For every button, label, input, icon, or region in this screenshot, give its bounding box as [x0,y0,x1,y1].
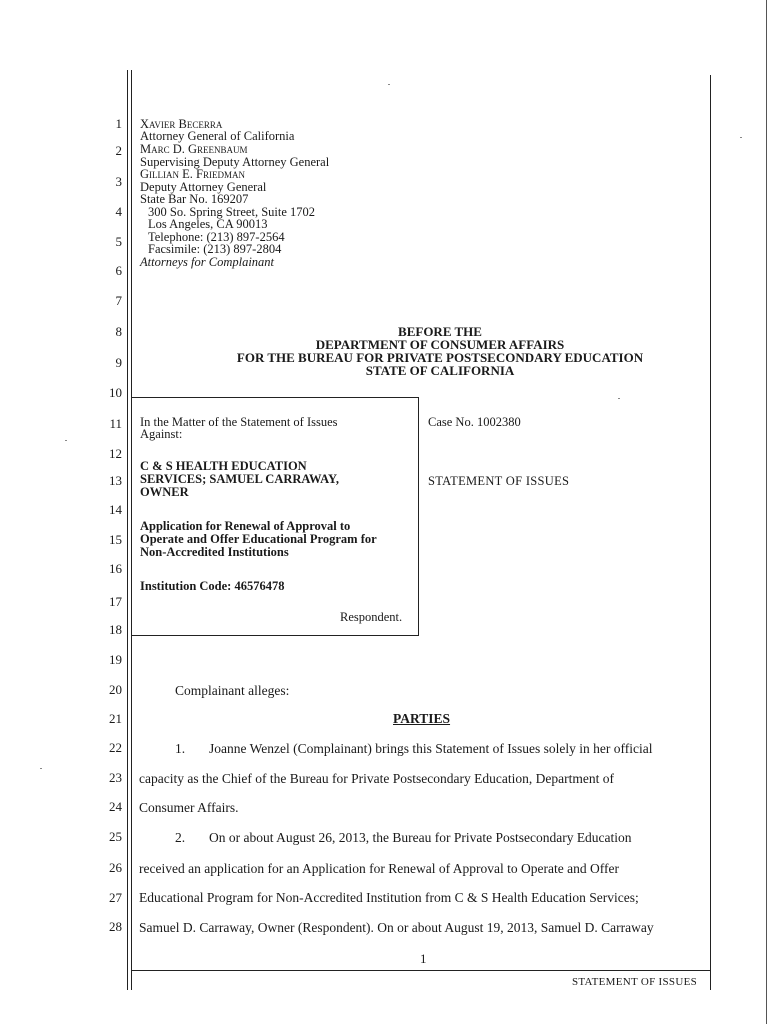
line-number: 10 [109,385,122,400]
institution-code: Institution Code: 46576478 [140,579,285,593]
line-number: 14 [109,502,122,517]
paragraph-1-line-2: capacity as the Chief of the Bureau for Private Postsecondary Education, Department of [139,771,614,786]
line-number: 28 [109,919,122,934]
right-margin-rule [710,75,711,990]
paragraph-2-number: 2. [175,830,186,845]
agency-line-state: STATE OF CALIFORNIA [365,363,515,378]
attorneys-for: Attorneys for Complainant [140,255,275,269]
left-margin-rule-outer [127,70,128,990]
respondent-name-line-3: OWNER [140,485,189,499]
footer-title: STATEMENT OF ISSUES [572,976,698,988]
street-address: 300 So. Spring Street, Suite 1702 [148,205,316,219]
left-margin-rule-inner [131,70,132,990]
section-heading: PARTIES [393,711,451,726]
agency-line-department: DEPARTMENT OF CONSUMER AFFAIRS [315,337,565,352]
line-number: 9 [115,355,122,370]
respondent-name-line-2: SERVICES; SAMUEL CARRAWAY, [140,472,340,486]
scan-speck [388,84,390,85]
attorney-general-title: Attorney General of California [140,129,295,143]
line-number: 18 [109,622,122,637]
line-number: 6 [115,263,122,278]
agency-line-before: BEFORE THE [398,324,482,339]
paragraph-2-line-1: On or about August 26, 2013, the Bureau for Private Postsecondary Education [209,830,632,845]
intro-text: Complainant alleges: [175,683,290,698]
caption-bottom-rule [131,635,419,636]
line-number: 23 [109,770,122,785]
line-number: 11 [109,416,122,431]
application-line-1: Application for Renewal of Approval to [140,519,351,533]
supervising-attorney-title: Supervising Deputy Attorney General [140,155,330,169]
telephone: Telephone: (213) 897-2564 [148,230,285,244]
attorney-general-name: Xavier Becerra [140,117,223,131]
paragraph-1-line-1: Joanne Wenzel (Complainant) brings this Statement of Issues solely in her official [209,741,653,756]
line-number: 25 [109,829,122,844]
scan-speck [40,768,42,769]
line-number: 22 [109,740,122,755]
line-number: 3 [115,174,122,189]
paragraph-1-number: 1. [175,741,186,756]
paragraph-1-line-3: Consumer Affairs. [139,800,239,815]
scan-speck [618,398,620,399]
line-number: 21 [109,711,122,726]
line-number: 19 [109,652,122,667]
line-number: 8 [115,324,122,339]
application-line-2: Operate and Offer Educational Program for [140,532,377,546]
line-number: 20 [109,682,122,697]
agency-line-bureau: FOR THE BUREAU FOR PRIVATE POSTSECONDARY EDUCATION [236,350,644,365]
matter-line-1: In the Matter of the Statement of Issues [140,415,338,429]
caption-top-rule [131,397,419,398]
line-number: 13 [109,473,122,488]
facsimile: Facsimile: (213) 897-2804 [148,242,282,256]
application-line-3: Non-Accredited Institutions [140,545,289,559]
city-address: Los Angeles, CA 90013 [148,217,268,231]
deputy-attorney-name: Gillian E. Friedman [140,167,245,181]
line-number: 5 [115,234,122,249]
line-number: 27 [109,890,122,905]
line-number: 24 [109,799,122,814]
line-number: 4 [115,204,122,219]
document-title: STATEMENT OF ISSUES [428,474,570,488]
state-bar-number: State Bar No. 169207 [140,192,249,206]
matter-line-2: Against: [140,427,183,441]
line-number: 16 [109,561,122,576]
line-number: 1 [115,116,122,131]
scan-speck [65,440,67,441]
caption-divider [418,397,419,636]
paragraph-2-line-3: Educational Program for Non-Accredited Institution from C & S Health Education Services; [139,890,639,905]
line-number: 12 [109,446,122,461]
page-number: 1 [420,951,427,966]
page-edge-rule [766,0,767,1024]
line-number: 15 [109,532,122,547]
case-number: Case No. 1002380 [428,415,521,429]
line-number: 26 [109,860,122,875]
footer-rule [131,970,711,971]
line-number: 7 [115,293,122,308]
line-number: 2 [115,143,122,158]
paragraph-2-line-4: Samuel D. Carraway, Owner (Respondent). On or about August 19, 2013, Samuel D. Carraway [139,920,654,935]
deputy-attorney-title: Deputy Attorney General [140,180,267,194]
supervising-attorney-name: Marc D. Greenbaum [140,142,248,156]
paragraph-2-line-2: received an application for an Application for Renewal of Approval to Operate and Offer [139,861,619,876]
scan-speck [740,137,742,138]
line-number: 17 [109,594,122,609]
respondent-label: Respondent. [340,610,403,624]
respondent-name-line-1: C & S HEALTH EDUCATION [140,459,307,473]
